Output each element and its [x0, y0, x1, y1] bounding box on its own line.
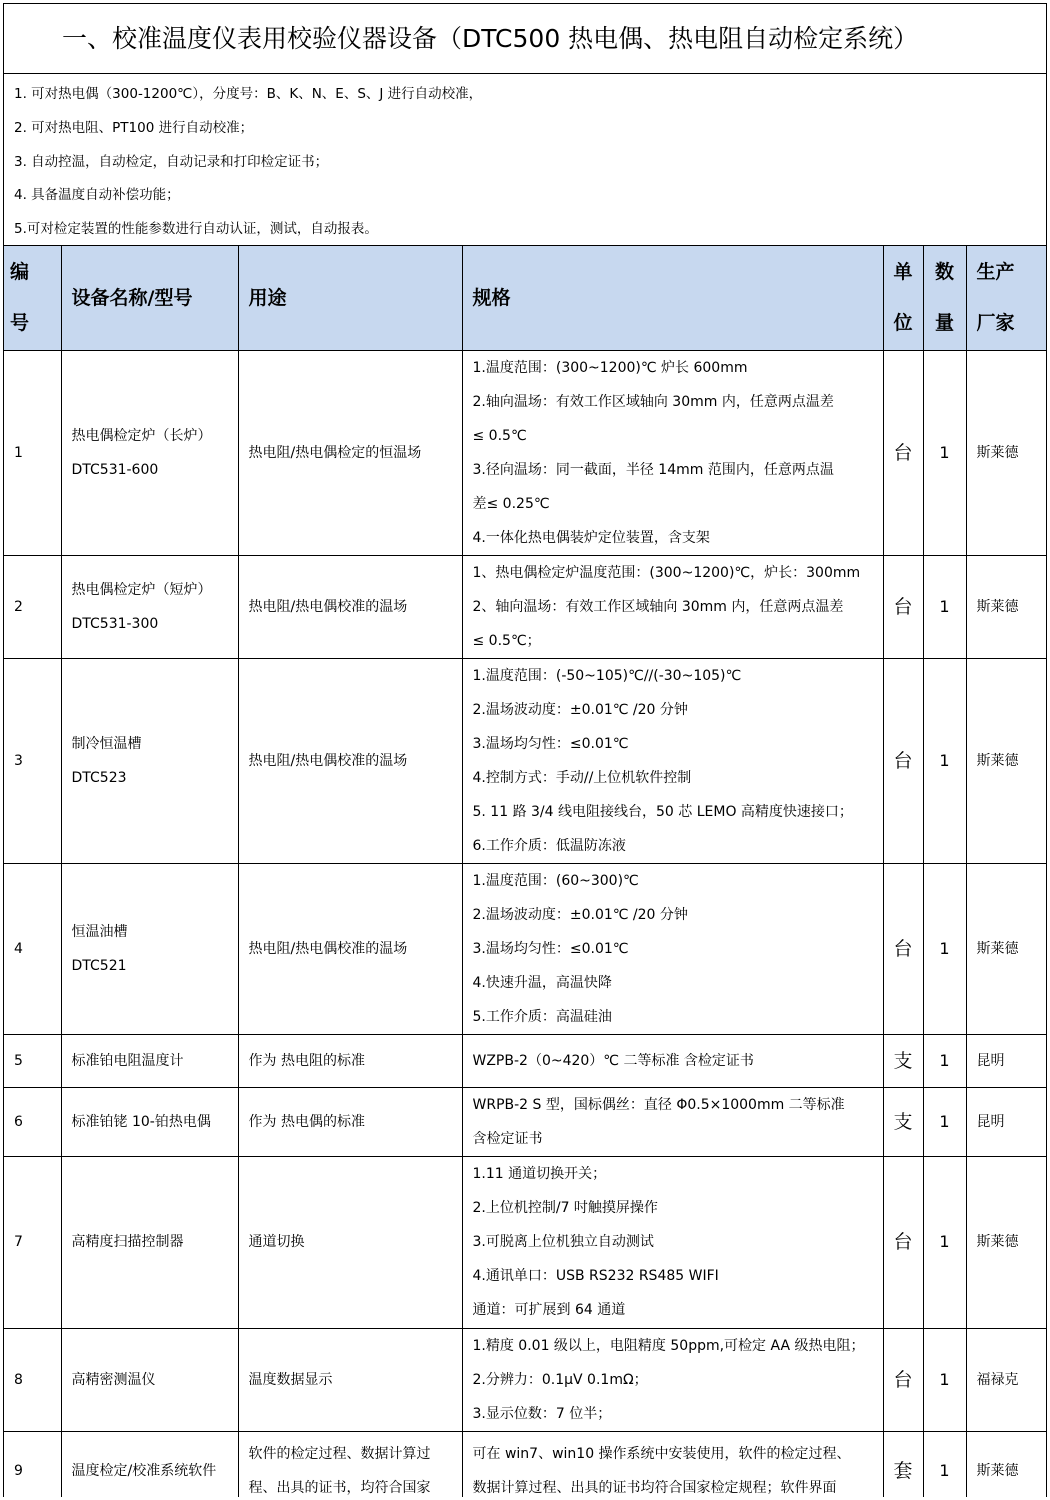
spec-line: WZPB-2（0~420）℃ 二等标准 含检定证书: [472, 1052, 754, 1069]
cell-number: 1: [4, 350, 61, 555]
page-title: 一、校准温度仪表用校验仪器设备（DTC500 热电偶、热电阻自动检定系统）: [4, 4, 1046, 74]
equipment-model: DTC531-600: [71, 461, 159, 478]
cell-manufacturer: 斯莱德: [966, 1156, 1047, 1328]
table-header-row: [4, 246, 1047, 350]
cell-number: 6: [4, 1087, 61, 1156]
spec-line: 2.温场波动度：±0.01℃ /20 分钟: [472, 701, 688, 718]
document-page: [3, 3, 1047, 1497]
cell-number: 4: [4, 863, 61, 1034]
cell-number: 2: [4, 555, 61, 658]
equipment-name: 制冷恒温槽: [71, 735, 142, 752]
equipment-name: 热电偶检定炉（长炉）: [71, 427, 212, 444]
spec-line: ≤ 0.5℃: [472, 427, 527, 444]
table-row: [4, 1328, 1047, 1431]
cell-spec: [462, 1156, 883, 1328]
spec-line: 2.上位机控制/7 吋触摸屏操作: [472, 1200, 658, 1216]
spec-line: 1.温度范围：(-50~105)℃//(-30~105)℃: [472, 667, 742, 684]
feature-item: 3. 自动控温，自动检定，自动记录和打印检定证书；: [14, 153, 329, 170]
cell-equipment-name: [61, 555, 238, 658]
cell-use: 温度数据显示: [238, 1328, 462, 1431]
table-row: [4, 555, 1047, 658]
cell-quantity: 1: [923, 1328, 966, 1431]
header-manufacturer: 生产 厂家: [966, 246, 1047, 350]
cell-quantity: 1: [923, 555, 966, 658]
table-row: [4, 1087, 1047, 1156]
table-row: [4, 1034, 1047, 1087]
spec-line: ≤ 0.5℃；: [472, 632, 541, 649]
spec-line: 1.温度范围：(300~1200)℃ 炉长 600mm: [472, 359, 748, 376]
cell-unit: 台: [883, 658, 923, 863]
cell-quantity: 1: [923, 1431, 966, 1497]
spec-line: 1.温度范围：(60~300)℃: [472, 872, 639, 889]
equipment-name: 高精度扫描控制器: [71, 1234, 184, 1250]
spec-line: 3.温场均匀性：≤0.01℃: [472, 735, 629, 752]
cell-unit: 台: [883, 863, 923, 1034]
spec-line: 2.轴向温场：有效工作区域轴向 30mm 内，任意两点温差: [472, 393, 834, 410]
spec-line: 4.控制方式：手动//上位机软件控制: [472, 769, 692, 786]
cell-number: 9: [4, 1431, 61, 1497]
spec-line: WRPB-2 S 型，国标偶丝：直径 Φ0.5×1000mm 二等标准: [472, 1096, 845, 1113]
spec-line: 通道：可扩展到 64 通道: [472, 1302, 626, 1318]
equipment-name: 高精密测温仪: [71, 1371, 156, 1388]
spec-line: 可在 win7、win10 操作系统中安装使用，软件的检定过程、: [472, 1446, 851, 1462]
cell-number: 3: [4, 658, 61, 863]
spec-line: 6.工作介质：低温防冻液: [472, 837, 626, 854]
cell-spec: [462, 1034, 883, 1087]
cell-use: 热电阻/热电偶校准的温场: [238, 863, 462, 1034]
cell-quantity: 1: [923, 1087, 966, 1156]
cell-manufacturer: 昆明: [966, 1034, 1047, 1087]
cell-spec: [462, 1328, 883, 1431]
cell-number: 7: [4, 1156, 61, 1328]
spec-line: 数据计算过程、出具的证书均符合国家检定规程；软件界面: [472, 1480, 837, 1496]
cell-equipment-name: [61, 658, 238, 863]
spec-line: 4.一体化热电偶装炉定位装置，含支架: [472, 529, 710, 546]
header-number: 编 号: [4, 246, 61, 350]
equipment-model: DTC523: [71, 769, 127, 786]
spec-line: 3.显示位数：7 位半；: [472, 1405, 612, 1422]
cell-unit: 套: [883, 1431, 923, 1497]
cell-spec: [462, 658, 883, 863]
equipment-model: DTC521: [71, 957, 127, 974]
cell-use: 热电阻/热电偶校准的温场: [238, 555, 462, 658]
cell-manufacturer: 斯莱德: [966, 1431, 1047, 1497]
cell-unit: 台: [883, 350, 923, 555]
cell-use: 软件的检定过程、数据计算过程、出具的证书，均符合国家: [238, 1431, 462, 1497]
cell-spec: [462, 863, 883, 1034]
spec-line: 2.分辨力：0.1μV 0.1mΩ；: [472, 1371, 648, 1388]
spec-line: 5. 11 路 3/4 线电阻接线台，50 芯 LEMO 高精度快速接口；: [472, 803, 853, 820]
cell-unit: 台: [883, 1328, 923, 1431]
cell-spec: [462, 1087, 883, 1156]
spec-line: 3.温场均匀性：≤0.01℃: [472, 940, 629, 957]
feature-item: 1. 可对热电偶（300-1200℃），分度号：B、K、N、E、S、J 进行自动校准，: [14, 86, 483, 102]
equipment-name: 标准铂电阻温度计: [71, 1052, 184, 1069]
cell-use: 作为 热电偶的标准: [238, 1087, 462, 1156]
feature-item: 2. 可对热电阻、PT100 进行自动校准；: [14, 119, 254, 136]
cell-spec: [462, 1431, 883, 1497]
spec-line: 2.温场波动度：±0.01℃ /20 分钟: [472, 906, 688, 923]
cell-equipment-name: [61, 350, 238, 555]
header-name: 设备名称/型号: [61, 246, 238, 350]
equipment-table: [4, 246, 1047, 1497]
cell-equipment-name: [61, 1034, 238, 1087]
cell-use: 热电阻/热电偶校准的温场: [238, 658, 462, 863]
cell-manufacturer: 昆明: [966, 1087, 1047, 1156]
feature-item: 4. 具备温度自动补偿功能；: [14, 187, 180, 204]
table-row: [4, 350, 1047, 555]
cell-spec: [462, 350, 883, 555]
equipment-name: 恒温油槽: [71, 923, 128, 940]
equipment-name: 温度检定/校准系统软件: [71, 1463, 217, 1479]
cell-unit: 支: [883, 1087, 923, 1156]
cell-use: 通道切换: [238, 1156, 462, 1328]
spec-line: 4.快速升温，高温快降: [472, 974, 612, 991]
cell-manufacturer: 斯莱德: [966, 350, 1047, 555]
spec-line: 1.精度 0.01 级以上，电阻精度 50ppm,可检定 AA 级热电阻；: [472, 1337, 865, 1354]
header-unit: 单 位: [883, 246, 923, 350]
spec-line: 4.通讯单口：USB RS232 RS485 WIFI: [472, 1268, 719, 1284]
cell-equipment-name: [61, 863, 238, 1034]
spec-line: 含检定证书: [472, 1130, 543, 1147]
cell-manufacturer: 斯莱德: [966, 863, 1047, 1034]
spec-line: 1.11 通道切换开关；: [472, 1166, 607, 1182]
header-spec: 规格: [462, 246, 883, 350]
cell-quantity: 1: [923, 658, 966, 863]
spec-line: 5.工作介质：高温硅油: [472, 1008, 612, 1025]
spec-line: 差≤ 0.25℃: [472, 495, 550, 512]
table-row: [4, 1156, 1047, 1328]
spec-line: 1、热电偶检定炉温度范围：(300~1200)℃，炉长：300mm: [472, 564, 861, 581]
cell-manufacturer: 斯莱德: [966, 555, 1047, 658]
cell-quantity: 1: [923, 350, 966, 555]
cell-unit: 台: [883, 555, 923, 658]
table-row: [4, 1431, 1047, 1497]
cell-quantity: 1: [923, 1156, 966, 1328]
equipment-name: 热电偶检定炉（短炉）: [71, 581, 212, 598]
spec-line: 2、轴向温场：有效工作区域轴向 30mm 内，任意两点温差: [472, 598, 844, 615]
cell-quantity: 1: [923, 1034, 966, 1087]
cell-number: 8: [4, 1328, 61, 1431]
table-row: [4, 658, 1047, 863]
table-row: [4, 863, 1047, 1034]
equipment-model: DTC531-300: [71, 615, 159, 632]
cell-use: 作为 热电阻的标准: [238, 1034, 462, 1087]
cell-unit: 台: [883, 1156, 923, 1328]
spec-line: 3.可脱离上位机独立自动测试: [472, 1234, 654, 1250]
cell-number: 5: [4, 1034, 61, 1087]
spec-line: 3.径向温场：同一截面，半径 14mm 范围内，任意两点温: [472, 461, 834, 478]
cell-equipment-name: [61, 1328, 238, 1431]
equipment-name: 标准铂铑 10-铂热电偶: [71, 1113, 211, 1130]
feature-item: 5.可对检定装置的性能参数进行自动认证，测试，自动报表。: [14, 221, 378, 238]
cell-unit: 支: [883, 1034, 923, 1087]
cell-manufacturer: 福禄克: [966, 1328, 1047, 1431]
cell-quantity: 1: [923, 863, 966, 1034]
feature-list: [4, 74, 1046, 246]
header-use: 用途: [238, 246, 462, 350]
cell-equipment-name: [61, 1156, 238, 1328]
header-quantity: 数 量: [923, 246, 966, 350]
cell-manufacturer: 斯莱德: [966, 658, 1047, 863]
cell-equipment-name: [61, 1087, 238, 1156]
cell-equipment-name: [61, 1431, 238, 1497]
cell-use: 热电阻/热电偶检定的恒温场: [238, 350, 462, 555]
cell-spec: [462, 555, 883, 658]
